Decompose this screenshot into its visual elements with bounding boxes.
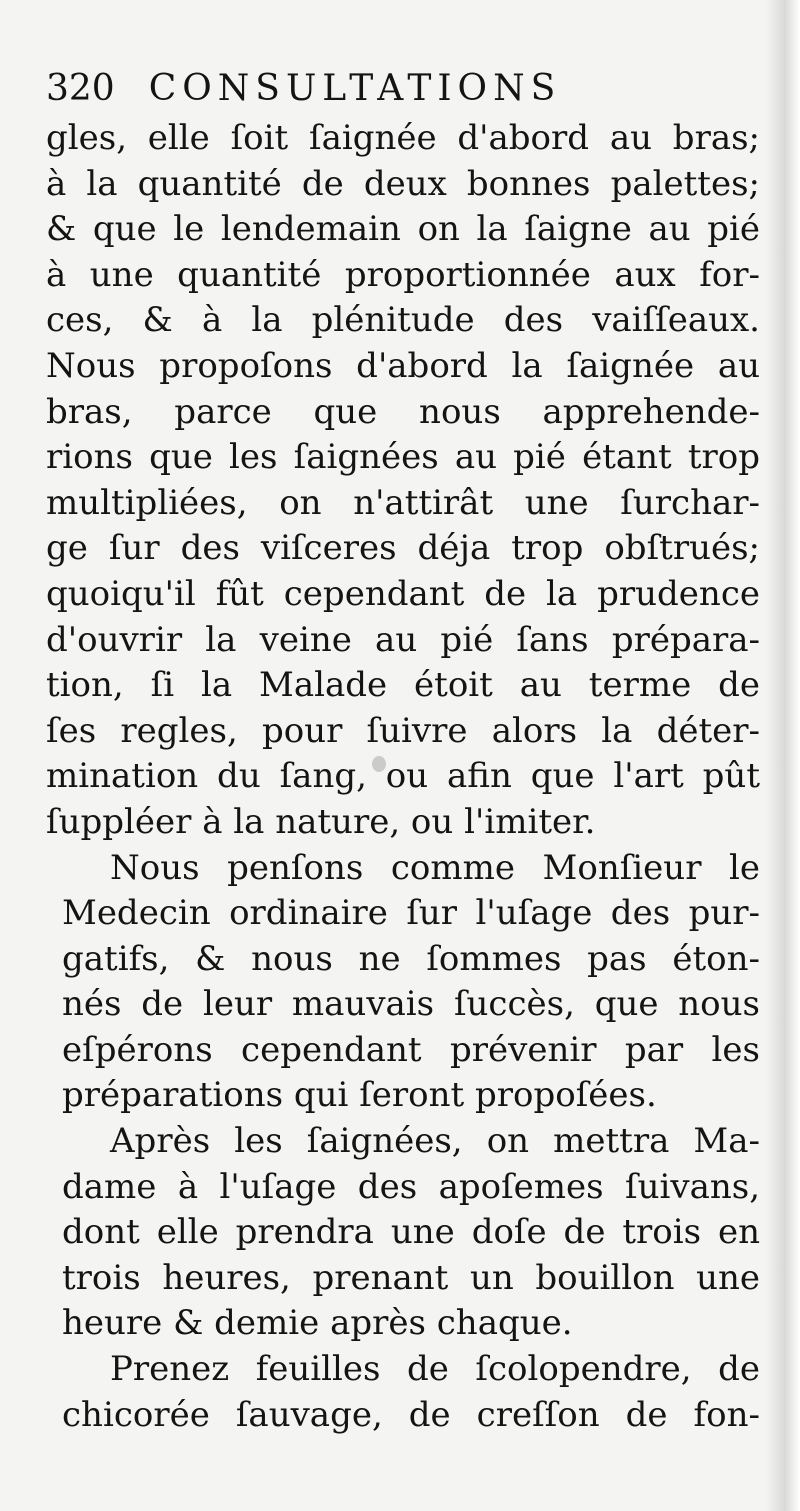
text-line: ſuppléer à la nature, ou l'imiter. xyxy=(46,801,596,842)
text-line: & que le lendemain on la ſaigne au pié xyxy=(46,209,760,250)
text-line: heure & demie après chaque. xyxy=(62,1303,573,1344)
text-line: tion, ſi la Malade étoit au terme de xyxy=(46,665,760,706)
text-line: chicorée ſauvage, de creſſon de fon- xyxy=(62,1394,760,1435)
text-line: dont elle prendra une doſe de trois en xyxy=(62,1212,760,1253)
text-line: gles, elle ſoit ſaignée d'abord au bras; xyxy=(46,118,760,158)
text-line: préparations qui ſeront propoſées. xyxy=(62,1075,657,1116)
text-line: nés de leur mauvais ſuccès, que nous xyxy=(62,984,760,1025)
text-line: gatifs, & nous ne ſommes pas éton- xyxy=(62,938,760,979)
text-line: Nous propoſons d'abord la ſaignée au xyxy=(46,345,760,386)
paragraph-2 xyxy=(40,846,760,1120)
running-header xyxy=(40,62,760,116)
text-block xyxy=(40,62,760,1438)
text-line: d'ouvrir la veine au pié ſans prépara- xyxy=(46,619,760,660)
text-line: ge ſur des viſceres déja trop obſtrués; xyxy=(46,528,760,569)
text-line: trois heures, prenant un bouillon une xyxy=(62,1257,760,1298)
text-line: ces, & à la plénitude des vaiſſeaux. xyxy=(46,300,760,341)
text-line: ſes regles, pour ſuivre alors la déter- xyxy=(46,710,760,751)
page-edge-shadow xyxy=(766,0,800,1511)
paragraph-1 xyxy=(40,116,760,846)
text-line: Après les ſaignées, on mettra Ma- xyxy=(110,1121,760,1162)
paragraph-3 xyxy=(40,1119,760,1347)
text-line: eſpérons cependant prévenir par les xyxy=(62,1029,760,1070)
text-line: rions que les ſaignées au pié étant trop xyxy=(46,437,760,478)
text-line: Prenez feuilles de ſcolopendre, de xyxy=(110,1349,760,1390)
running-title: CONSULTATIONS xyxy=(148,68,562,109)
text-line: Medecin ordinaire ſur l'uſage des pur- xyxy=(62,893,760,934)
page-number: 320 xyxy=(46,68,115,109)
text-line: multipliées, on n'attirât une ſurchar- xyxy=(46,482,760,523)
text-line: à la quantité de deux bonnes palettes; xyxy=(46,163,760,204)
text-line: quoiqu'il fût cependant de la prudence xyxy=(46,573,760,614)
text-line: Nous penſons comme Monſieur le xyxy=(110,847,760,888)
text-line: mination du ſang, ou afin que l'art pût xyxy=(46,756,760,797)
text-line: à une quantité proportionnée aux for- xyxy=(46,254,760,295)
paragraph-4 xyxy=(40,1347,760,1438)
text-line: dame à l'uſage des apoſemes ſuivans, xyxy=(62,1166,760,1207)
text-line: bras, parce que nous apprehende- xyxy=(46,391,760,432)
